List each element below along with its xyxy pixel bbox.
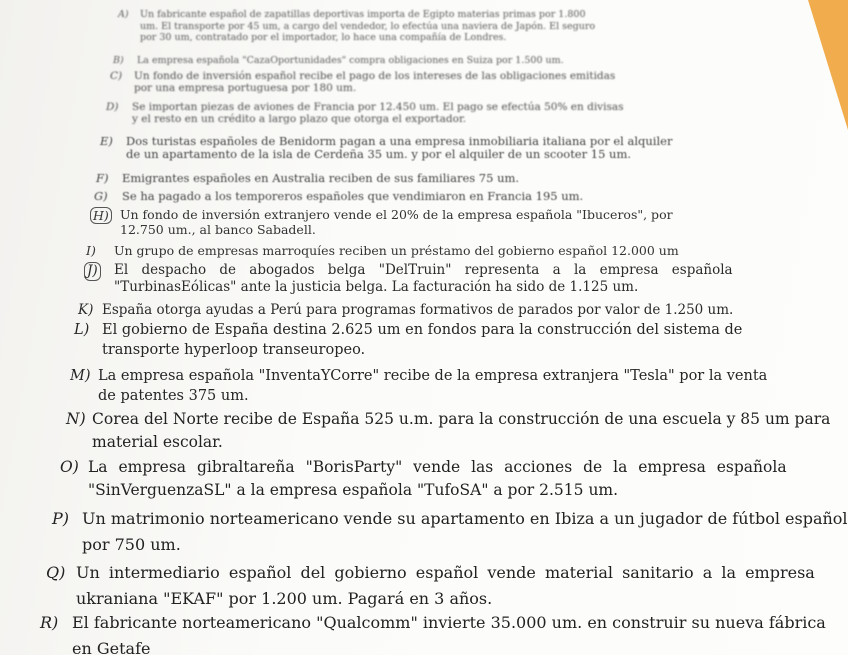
item-line: por 30 um, contratado por el importador, lo hace una compañía de Londres. [140, 32, 507, 43]
item-line: de un apartamento de la isla de Cerdeña 35 um. y por el alquiler de un scooter 15 um. [126, 147, 632, 161]
item-line: La empresa española "InventaYCorre" recibe de la empresa extranjera "Tesla" por la venta [98, 368, 768, 384]
list-item-p [52, 506, 848, 558]
item-line: La empresa gibraltareña "BorisParty" vende las acciones de la empresa española [88, 458, 787, 476]
item-line: material escolar. [92, 433, 223, 451]
item-marker: K) [78, 302, 94, 318]
item-line: Dos turistas españoles de Benidorm pagan a una empresa inmobiliaria italiana por el alquiler [126, 134, 673, 148]
item-line: ukraniana "EKAF" por 1.200 um. Pagará en 3 años. [76, 589, 493, 608]
item-line: Un fondo de inversión extranjero vende el 20% de la empresa española "Ibuceros", por [120, 207, 673, 222]
item-marker: J) [84, 262, 101, 281]
list-item-b [113, 55, 564, 67]
list-item-a [118, 9, 595, 44]
item-marker: B) [113, 55, 124, 66]
list-item-d [106, 101, 624, 125]
item-line: Se ha pagado a los temporeros españoles que vendimiaron en Francia 195 um. [122, 189, 584, 203]
item-marker: R) [40, 613, 59, 632]
list-item-j [84, 262, 733, 296]
list-item-n [66, 408, 830, 454]
item-marker: A) [118, 9, 129, 20]
item-line: Corea del Norte recibe de España 525 u.m. para la construcción de una escuela y 85 um para [92, 410, 831, 428]
item-line: y el resto en un crédito a largo plazo que otorga el exportador. [132, 113, 467, 125]
item-marker: P) [52, 509, 70, 528]
item-line: "SinVerguenzaSL" a la empresa española "TufoSA" a por 2.515 um. [88, 481, 619, 499]
orange-corner-decoration [808, 0, 848, 130]
item-marker: E) [100, 134, 113, 148]
list-item-c [110, 70, 615, 94]
item-line: "TurbinasEólicas" ante la justicia belga. La facturación ha sido de 1.125 um. [114, 279, 639, 295]
item-line: de patentes 375 um. [98, 388, 249, 404]
list-item-q [46, 560, 815, 612]
item-line: El fabricante norteamericano "Qualcomm" invierte 35.000 um. en construir su nueva fábrica [72, 613, 826, 632]
item-marker: F) [96, 171, 109, 185]
list-item-m [70, 366, 767, 406]
item-marker: D) [106, 101, 119, 113]
list-item-r [40, 610, 826, 655]
item-line: Un matrimonio norteamericano vende su apartamento en Ibiza a un jugador de fútbol español [82, 509, 848, 528]
list-item-i [86, 243, 679, 258]
list-item-o [60, 456, 787, 502]
item-line: Un grupo de empresas marroquíes reciben un préstamo del gobierno español 12.000 um [114, 243, 679, 258]
item-marker: C) [110, 70, 123, 82]
item-marker: N) [66, 410, 86, 428]
item-line: 12.750 um., al banco Sabadell. [120, 222, 316, 237]
list-item-h [90, 207, 673, 237]
item-line: transporte hyperloop transeuropeo. [102, 342, 366, 358]
item-marker: G) [94, 189, 108, 203]
item-marker: O) [60, 458, 79, 476]
list-item-k [78, 302, 733, 319]
item-line: en Getafe [72, 639, 151, 655]
item-line: Emigrantes españoles en Australia reciben de sus familiares 75 um. [122, 171, 520, 185]
item-line: Se importan piezas de aviones de Francia por 12.450 um. El pago se efectúa 50% en divisas [132, 101, 624, 113]
item-marker: H) [90, 207, 112, 224]
item-line: El despacho de abogados belga "DelTruin" representa a la empresa española [114, 262, 733, 278]
item-marker: I) [86, 243, 96, 258]
item-line: por una empresa portuguesa por 180 um. [134, 82, 357, 94]
item-line: por 750 um. [82, 535, 181, 554]
item-line: El gobierno de España destina 2.625 um en fondos para la construcción del sistema de [102, 322, 743, 338]
item-line: La empresa española "CazaOportunidades" compra obligaciones en Suiza por 1.500 um. [137, 55, 564, 66]
item-line: Un fondo de inversión español recibe el pago de los intereses de las obligaciones emitidas [134, 70, 616, 82]
item-line: España otorga ayudas a Perú para programas formativos de parados por valor de 1.250 um. [102, 302, 734, 318]
list-item-e [100, 135, 672, 161]
item-line: Un fabricante español de zapatillas deportivas importa de Egipto materias primas por 1.800 [140, 9, 586, 20]
item-marker: L) [74, 322, 90, 338]
list-item-g [94, 190, 583, 203]
item-marker: Q) [46, 563, 66, 582]
list-item-l [74, 320, 742, 360]
item-marker: M) [70, 368, 91, 384]
item-line: Un intermediario español del gobierno español vende material sanitario a la empresa [76, 563, 815, 582]
list-item-f [96, 172, 519, 185]
item-line: um. El transporte por 45 um, a cargo del vendedor, lo efectúa una naviera de Japón. El seguro [140, 20, 596, 32]
